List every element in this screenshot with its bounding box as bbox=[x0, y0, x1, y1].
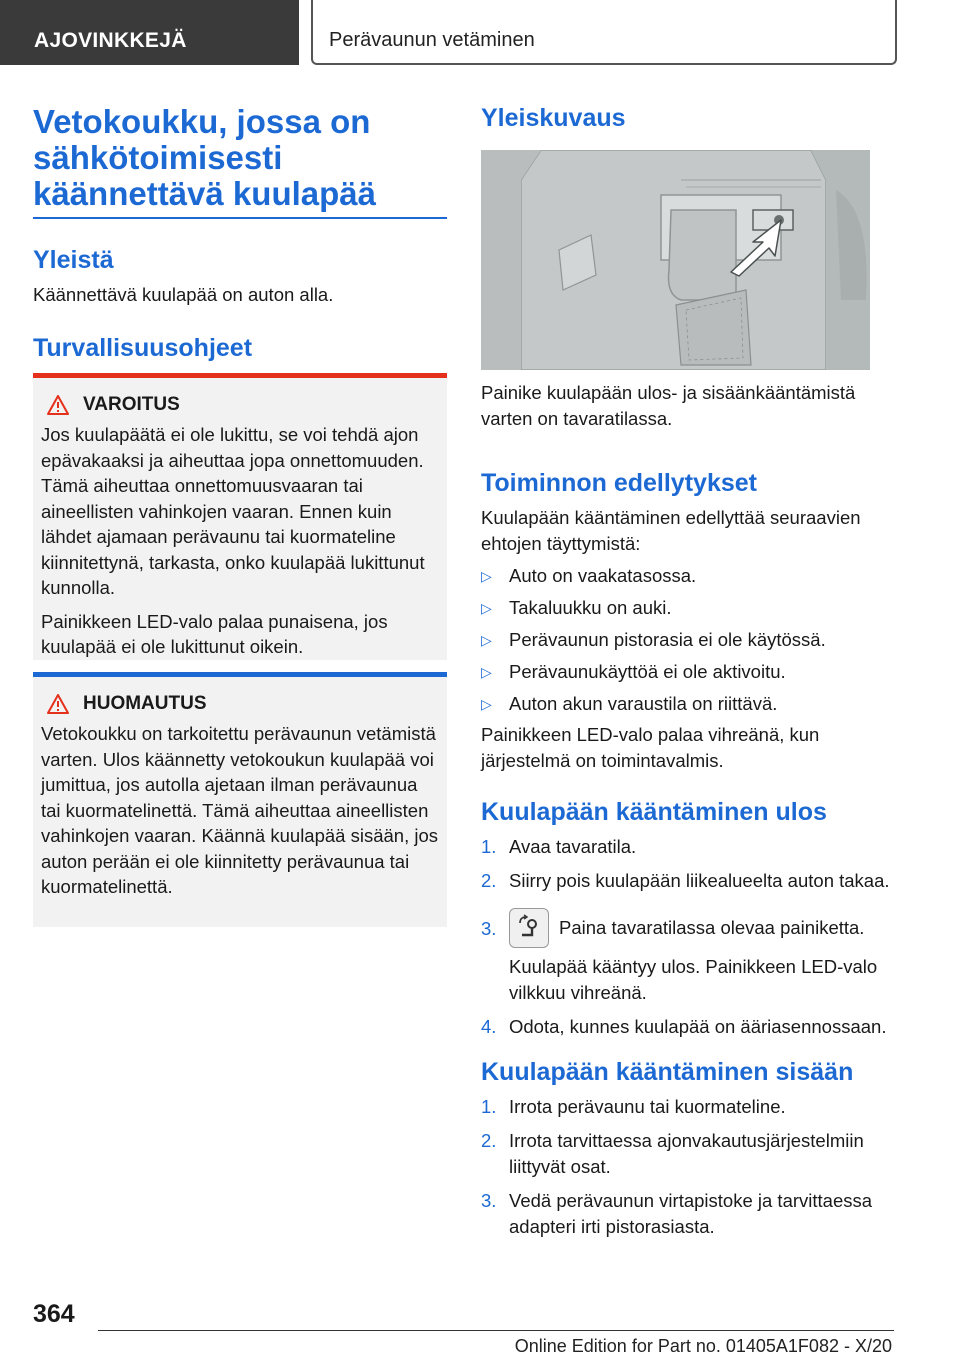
chapter-label: Perävaunun vetäminen bbox=[329, 29, 535, 51]
list-item: ▷ Perävaunun pistorasia ei ole käytössä. bbox=[481, 627, 901, 653]
title-divider bbox=[33, 217, 447, 219]
overview-heading: Yleiskuvaus bbox=[481, 104, 626, 132]
trunk-illustration bbox=[481, 150, 870, 370]
conditions-heading: Toiminnon edellytykset bbox=[481, 469, 757, 497]
triangle-bullet-icon: ▷ bbox=[481, 568, 492, 584]
warning-box bbox=[33, 373, 447, 660]
warning-title bbox=[41, 394, 439, 416]
list-item: ▷ Takaluukku on auki. bbox=[481, 595, 901, 621]
list-item: 2. Siirry pois kuulapään liikealueelta auton takaa. bbox=[481, 870, 890, 891]
chapter-tab bbox=[311, 0, 897, 65]
towbar-button-icon bbox=[509, 908, 549, 948]
warning-paragraph-2: Painikkeen LED-valo palaa punaisena, jos kuulapää ei ole lukittunut oikein. bbox=[41, 610, 388, 657]
section-tab bbox=[0, 0, 299, 65]
triangle-bullet-icon: ▷ bbox=[481, 632, 492, 648]
out-steps bbox=[481, 834, 901, 1048]
list-item: ▷ Perävaunukäyttöä ei ole aktivoitu. bbox=[481, 659, 901, 685]
notice-paragraph-1: Vetokoukku on tarkoitettu perävaunun vetämistä varten. Ulos käännetty vetokoukun kuulapää voi jumittua, jos autolla ajetaan ilman perävaunua tai kuormatelinettä. Tämä aiheuttaa aineellisten vahinkojen vaaran. Käännä kuulapää sisään, jos auton perään ei ole kiinnitetty perävaunua tai kuormatelinettä. bbox=[41, 723, 439, 897]
in-heading: Kuulapään kääntäminen sisään bbox=[481, 1058, 854, 1086]
general-heading: Yleistä bbox=[33, 246, 114, 274]
triangle-bullet-icon: ▷ bbox=[481, 664, 492, 680]
list-item: ▷ Auto on vaakatasossa. bbox=[481, 563, 901, 589]
list-item: ▷ Auton akun varaustila on riittävä. bbox=[481, 691, 901, 717]
triangle-bullet-icon: ▷ bbox=[481, 696, 492, 712]
footer-divider bbox=[98, 1330, 894, 1331]
list-item: 2. Irrota tarvittaessa ajonvakautusjärjestelmiin liittyvät osat. bbox=[481, 1130, 864, 1177]
step-note: Kuulapää kääntyy ulos. Painikkeen LED-valo vilkkuu vihreänä. bbox=[509, 956, 878, 1003]
list-item: 3. Vedä perävaunun virtapistoke ja tarvittaessa adapteri irti pistorasiasta. bbox=[481, 1190, 873, 1237]
warning-paragraph-1: Jos kuulapäätä ei ole lukittu, se voi tehdä ajon epävakaaksi ja aiheuttaa jopa onnettomuuden. Tämä aiheuttaa onnettomuusvaaran tai aineellisten vahinkojen vaaran. Ennen kuin lähdet ajamaan perävaunu tai kuormateline kiinnitettynä, tarkasta, onko kuulapää lukittunut kunnolla. bbox=[41, 424, 425, 598]
warning-label: VAROITUS bbox=[83, 394, 180, 415]
conditions-list bbox=[481, 563, 901, 723]
notice-label: HUOMAUTUS bbox=[83, 693, 207, 714]
safety-heading: Turvallisuusohjeet bbox=[33, 334, 253, 362]
list-item: 3. Paina tavaratilassa olevaa painiketta. Kuulapää kääntyy ulos. Painikkeen LED-valo vilkkuu vihreänä. bbox=[481, 908, 901, 1006]
general-text: Käännettävä kuulapää on auton alla. bbox=[33, 284, 334, 305]
triangle-bullet-icon: ▷ bbox=[481, 600, 492, 616]
list-item: 4. Odota, kunnes kuulapää on ääriasennossaan. bbox=[481, 1016, 887, 1037]
list-item: 1. Avaa tavaratila. bbox=[481, 836, 637, 857]
edition-text: Online Edition for Part no. 01405A1F082 - X/20 bbox=[514, 1336, 892, 1356]
trunk-photo bbox=[481, 150, 870, 370]
section-label: AJOVINKKEJÄ bbox=[34, 29, 187, 52]
photo-caption: Painike kuulapään ulos- ja sisäänkääntämistä varten on tavaratilassa. bbox=[481, 382, 856, 429]
notice-title bbox=[41, 693, 439, 715]
conditions-intro: Kuulapään kääntäminen edellyttää seuraavien ehtojen täyttymistä: bbox=[481, 507, 861, 554]
conditions-after: Painikkeen LED-valo palaa vihreänä, kun järjestelmä on toimintavalmis. bbox=[481, 724, 820, 771]
notice-box bbox=[33, 672, 447, 927]
page-number: 364 bbox=[33, 1300, 75, 1328]
page-title: Vetokoukku, jossa on sähkötoimisesti käännettävä kuulapää bbox=[33, 103, 376, 212]
in-steps bbox=[481, 1094, 901, 1248]
notice-icon bbox=[47, 694, 69, 714]
warning-icon bbox=[47, 395, 69, 415]
list-item: 1. Irrota perävaunu tai kuormateline. bbox=[481, 1096, 786, 1117]
out-heading: Kuulapään kääntäminen ulos bbox=[481, 798, 827, 826]
